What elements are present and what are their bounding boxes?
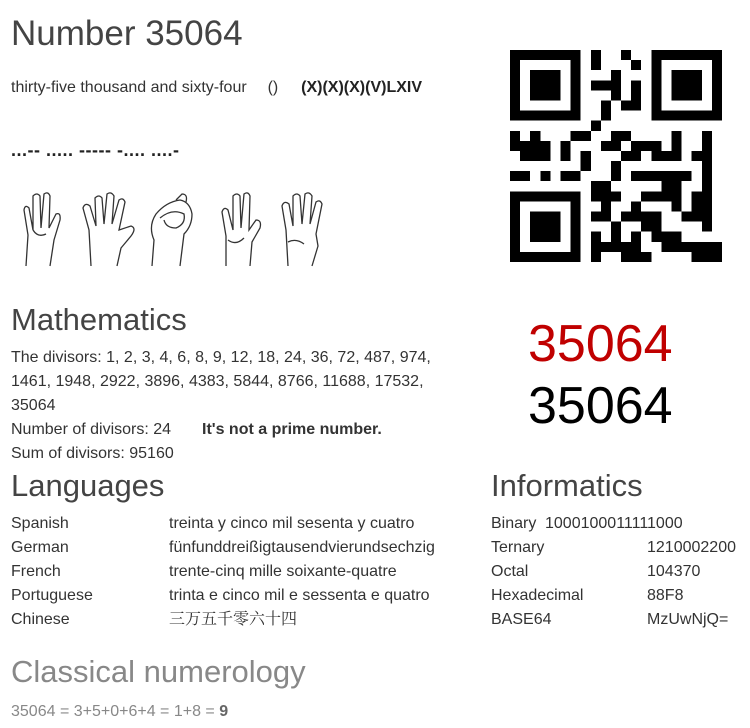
numerology-formula: 35064 = 3+5+0+6+4 = 1+8 = bbox=[11, 703, 220, 720]
pronunciation-paren: () bbox=[267, 79, 279, 96]
informatics-value-hexadecimal: 88F8 bbox=[647, 587, 684, 604]
language-text-portuguese: trinta e cinco mil e sessenta e quatro bbox=[169, 587, 430, 604]
divisors-line-2: 1461, 1948, 2922, 3896, 4383, 5844, 8766, 11688, 17532, bbox=[11, 373, 424, 390]
sum-of-divisors: Sum of divisors: 95160 bbox=[11, 445, 174, 462]
informatics-label-hexadecimal: Hexadecimal bbox=[491, 587, 584, 604]
hand-sign-3-icon bbox=[24, 193, 60, 266]
hand-signs bbox=[16, 190, 336, 270]
numerology-formula-line bbox=[11, 700, 228, 724]
language-name-chinese: Chinese bbox=[11, 611, 70, 628]
language-name-french: French bbox=[11, 563, 61, 580]
informatics-value-ternary: 1210002200 bbox=[647, 539, 736, 556]
language-text-german: fünfunddreißigtausendvierundsechzig bbox=[169, 539, 435, 556]
hand-sign-4-icon bbox=[282, 193, 322, 266]
number-words-line bbox=[11, 76, 422, 100]
language-name-portuguese: Portuguese bbox=[11, 587, 93, 604]
divisors-line-3: 35064 bbox=[11, 397, 56, 414]
number-of-divisors: Number of divisors: 24 bbox=[11, 421, 172, 438]
number-words: thirty-five thousand and sixty-four bbox=[11, 79, 247, 96]
qr-code-icon bbox=[510, 50, 722, 262]
informatics-heading: Informatics bbox=[491, 468, 643, 503]
mathematics-heading: Mathematics bbox=[11, 302, 187, 337]
informatics-label-base64: BASE64 bbox=[491, 611, 552, 628]
roman-numeral: (X)(X)(X)(V)LXIV bbox=[301, 79, 423, 96]
informatics-value-binary: 1000100011111000 bbox=[545, 515, 683, 532]
informatics-value-octal: 104370 bbox=[647, 563, 701, 580]
number-display-black: 35064 bbox=[528, 377, 673, 435]
divisors-line-1: The divisors: 1, 2, 3, 4, 6, 8, 9, 12, 18, 24, 36, 72, 487, 974, bbox=[11, 349, 431, 366]
hand-sign-5-icon bbox=[83, 193, 134, 266]
number-display-red: 35064 bbox=[528, 315, 673, 373]
morse-code: ...-- ..... ----- -.... ....- bbox=[11, 140, 180, 160]
languages-heading: Languages bbox=[11, 468, 165, 503]
numerology-result: 9 bbox=[219, 703, 229, 720]
page-title: Number 35064 bbox=[11, 14, 243, 53]
informatics-label-octal: Octal bbox=[491, 563, 529, 580]
language-text-chinese: 三万五千零六十四 bbox=[169, 611, 298, 628]
hand-sign-6-icon bbox=[222, 193, 261, 266]
language-name-spanish: Spanish bbox=[11, 515, 69, 532]
informatics-label-ternary: Ternary bbox=[491, 539, 545, 556]
informatics-value-base64: MzUwNjQ= bbox=[647, 611, 729, 628]
language-name-german: German bbox=[11, 539, 69, 556]
numerology-heading: Classical numerology bbox=[11, 654, 306, 689]
language-text-french: trente-cinq mille soixante-quatre bbox=[169, 563, 397, 580]
informatics-label-binary: Binary bbox=[491, 515, 537, 532]
prime-note: It's not a prime number. bbox=[202, 421, 382, 438]
language-text-spanish: treinta y cinco mil sesenta y cuatro bbox=[169, 515, 415, 532]
hand-sign-0-icon bbox=[151, 194, 192, 266]
